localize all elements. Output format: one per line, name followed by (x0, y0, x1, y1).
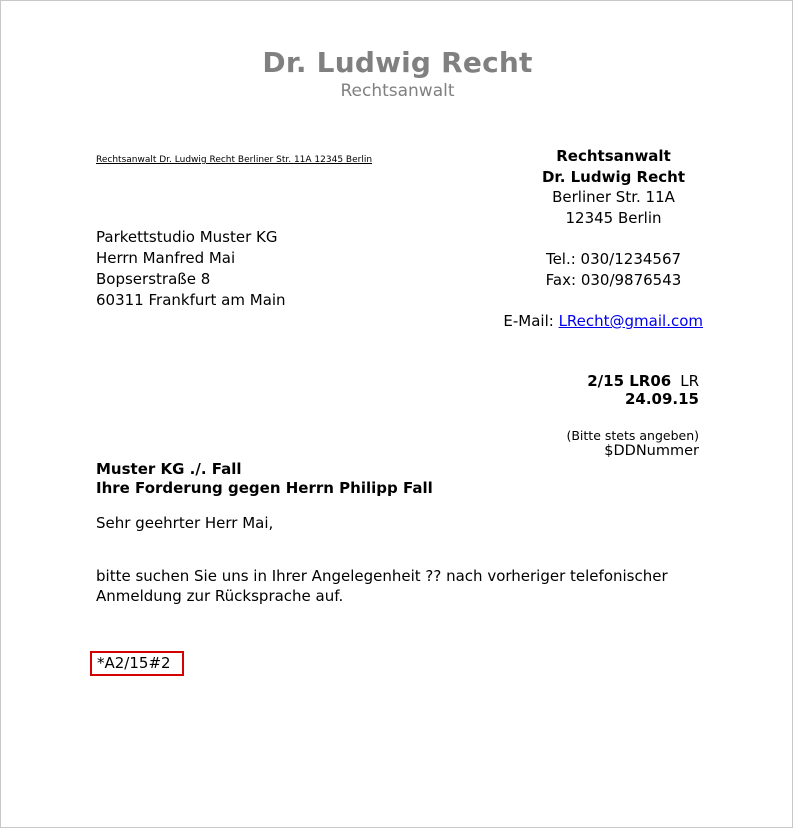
sender-return-line: Rechtsanwalt Dr. Ludwig Recht Berliner Str. 11A 12345 Berlin (96, 155, 373, 165)
subject-block (96, 460, 433, 498)
letter-date: 24.09.15 (624, 390, 699, 408)
recipient-address (96, 227, 286, 311)
reference-hint: (Bitte stets angeben) (566, 428, 699, 443)
sender-info-block (501, 146, 726, 290)
body-line-2: Anmeldung zur Rücksprache auf. (96, 587, 344, 605)
letterhead-name: Dr. Ludwig Recht (262, 46, 533, 79)
spacer (501, 228, 726, 249)
body-line-1: bitte suchen Sie uns in Ihrer Angelegenheit ?? nach vorheriger telefonischer (96, 567, 668, 585)
dd-number-placeholder: $DDNummer (604, 443, 699, 459)
recipient-street: Bopserstraße 8 (96, 270, 211, 288)
sender-phone: Tel.: 030/1234567 (545, 250, 682, 268)
recipient-city: 60311 Frankfurt am Main (96, 291, 286, 309)
body-paragraph (96, 566, 668, 606)
salutation: Sehr geehrter Herr Mai, (96, 514, 274, 532)
sender-name: Dr. Ludwig Recht (541, 167, 686, 186)
reference-initials: LR (680, 372, 699, 390)
subject-line-2: Ihre Forderung gegen Herrn Philipp Fall (96, 479, 433, 497)
sender-role: Rechtsanwalt (556, 147, 671, 165)
recipient-person: Herrn Manfred Mai (96, 249, 236, 267)
sender-city: 12345 Berlin (565, 208, 662, 227)
reference-number: 2/15 LR06 (587, 372, 672, 390)
sender-street: Berliner Str. 11A (552, 188, 675, 206)
sender-fax: Fax: 030/9876543 (545, 270, 682, 289)
subject-line-1: Muster KG ./. Fall (96, 460, 242, 478)
recipient-company: Parkettstudio Muster KG (96, 228, 278, 246)
highlighted-code-field[interactable]: *A2/15#2 (90, 651, 184, 676)
email-label: E-Mail: (503, 312, 559, 330)
email-link[interactable]: LRecht@gmail.com (558, 312, 703, 330)
letterhead-title: Rechtsanwalt (340, 81, 455, 101)
reference-line (587, 372, 699, 390)
sender-email-line (503, 312, 703, 330)
